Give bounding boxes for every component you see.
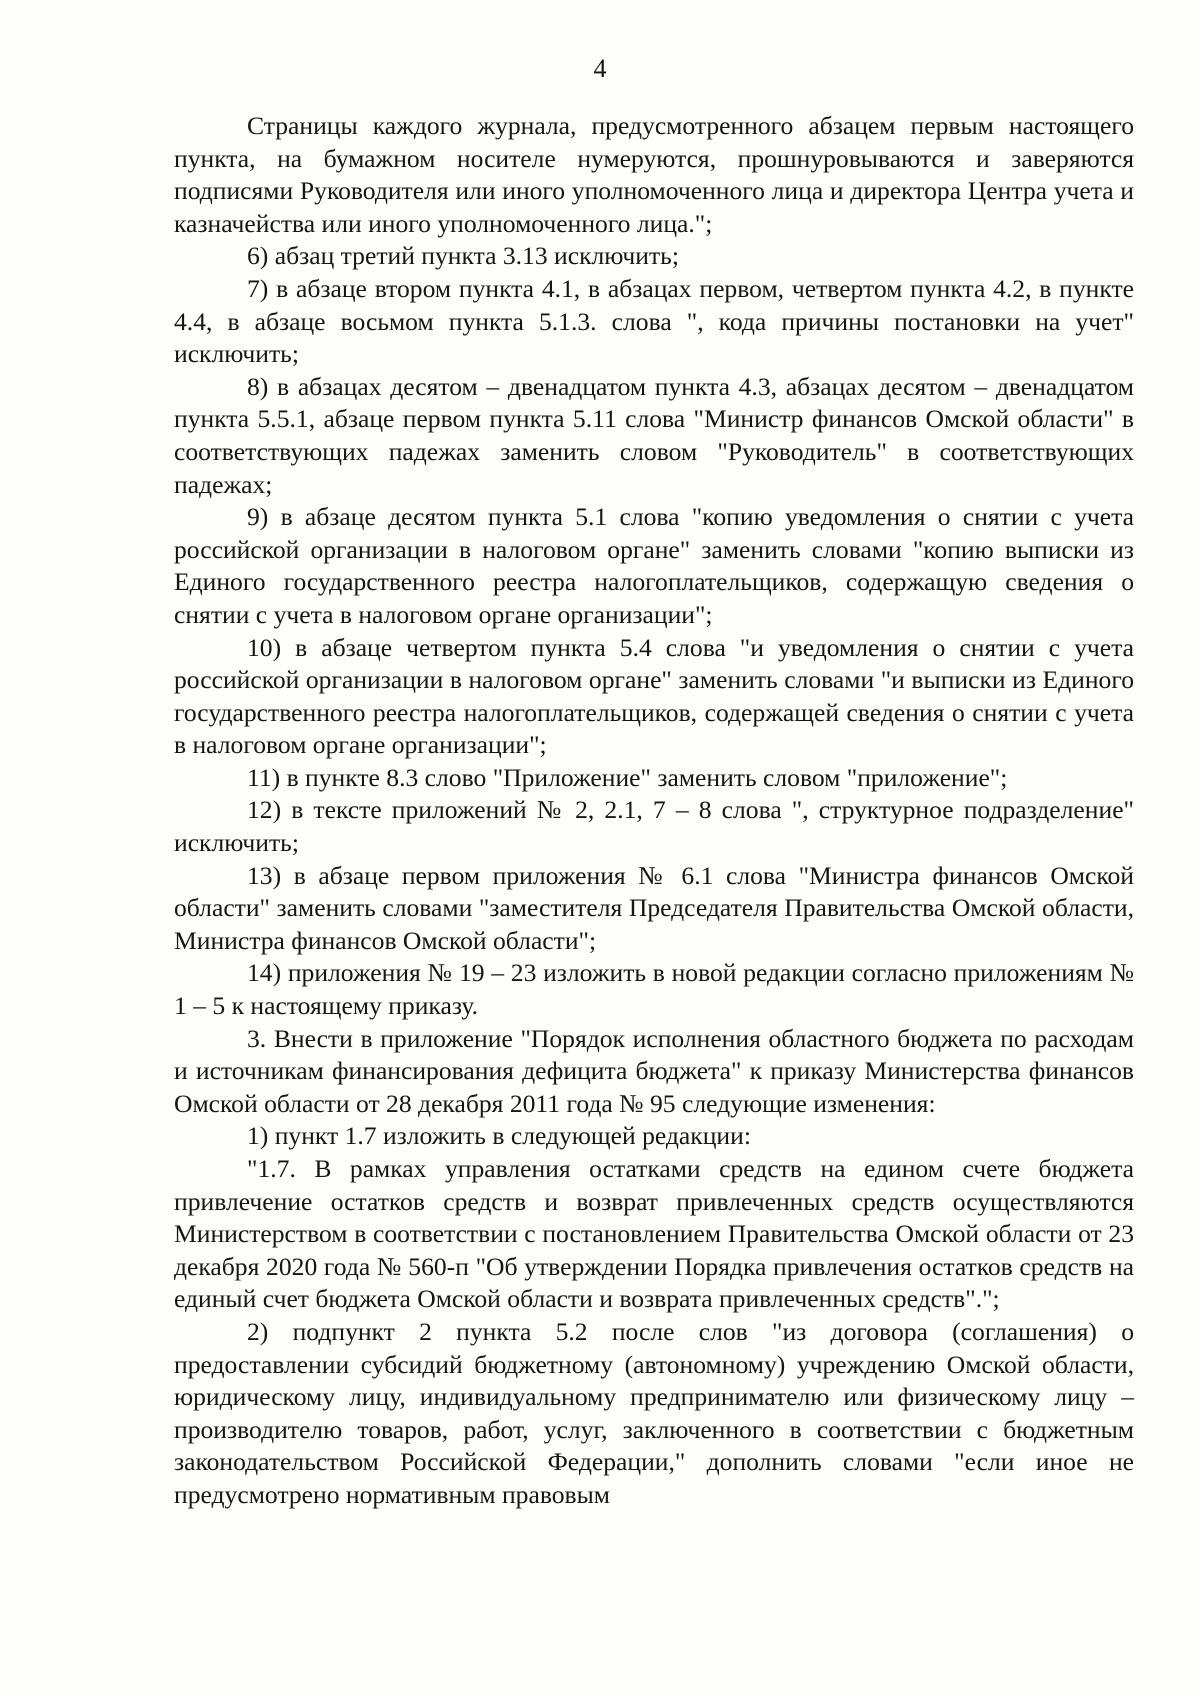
paragraph-item-14: 14) приложения № 19 – 23 изложить в новой редакции согласно приложениям № 1 – 5 к настоящему приказу. [174, 958, 1134, 1021]
paragraph-item-7: 7) в абзаце втором пункта 4.1, в абзацах первом, четвертом пункта 4.2, в пункте 4.4, в абзаце восьмом пункта 5.1.3. слова ", кода причины постановки на учет" исключить; [174, 273, 1134, 369]
paragraph-item-13: 13) в абзаце первом приложения № 6.1 слова "Министра финансов Омской области" заменить словами "заместителя Председателя Правительства Омской области, Министра финансов Омской области"; [174, 860, 1134, 955]
paragraph-item-9: 9) в абзаце десятом пункта 5.1 слова "копию уведомления о снятии с учета российской организации в налоговом органе" заменить словами "копию выписки из Единого государственного реестра налогоплательщиков, содержащую сведения о снятии с учета в налоговом органе организации"; [174, 502, 1134, 629]
document-body [174, 110, 1134, 1512]
paragraph-section-3-item-1: 1) пункт 1.7 изложить в следующей редакции: [247, 1121, 751, 1151]
paragraph-item-6: 6) абзац третий пункта 3.13 исключить; [247, 241, 679, 271]
paragraph-section-3: 3. Внести в приложение "Порядок исполнения областного бюджета по расходам и источникам финансирования дефицита бюджета" к приказу Министерства финансов Омской области от 28 декабря 2011 года № 95 следующие изменения: [174, 1023, 1134, 1118]
paragraph-item-10: 10) в абзаце четвертом пункта 5.4 слова "и уведомления о снятии с учета российской организации в налоговом органе" заменить словами "и выписки из Единого государственного реестра налогоплательщиков, содержащей сведения о снятии с учета в налоговом органе организации"; [174, 632, 1134, 760]
paragraph-item-12: 12) в тексте приложений № 2, 2.1, 7 – 8 слова ", структурное подразделение" исключить; [174, 795, 1134, 858]
paragraph-journal-pages: Страницы каждого журнала, предусмотренного абзацем первым настоящего пункта, на бумажном носителе нумеруются, прошнуровываются и заверяются подписями Руководителя или иного уполномоченного лица и директора Центра учета и казначейства или иного уполномоченного лица."; [174, 111, 1134, 238]
paragraph-section-3-item-2: 2) подпункт 2 пункта 5.2 после слов "из договора (соглашения) о предоставлении субсидий бюджетному (автономному) учреждению Омской области, юридическому лицу, индивидуальному предпринимателю или физическому лицу – производителю товаров, работ, услуг, заключенного в соответствии с бюджетным законодательством Российской Федерации," дополнить словами "если иное не предусмотрено нормативным правовым [174, 1316, 1134, 1509]
paragraph-item-8: 8) в абзацах десятом – двенадцатом пункта 4.3, абзацах десятом – двенадцатом пункта 5.5.1, абзаце первом пункта 5.11 слова "Министр финансов Омской области" в соответствующих падежах заменить словом "Руководитель" в соответствующих падежах; [174, 371, 1134, 499]
paragraph-clause-1-7: "1.7. В рамках управления остатками средств на едином счете бюджета привлечение остатков средств и возврат привлеченных средств осуществляются Министерством в соответствии с постановлением Правительства Омской области от 23 декабря 2020 года № 560-п "Об утверждении Порядка привлечения остатков средств на единый счет бюджета Омской области и возврата привлеченных средств"."; [174, 1154, 1134, 1314]
paragraph-item-11: 11) в пункте 8.3 слово "Приложение" заменить словом "приложение"; [247, 762, 1008, 792]
page-number: 4 [593, 54, 607, 83]
